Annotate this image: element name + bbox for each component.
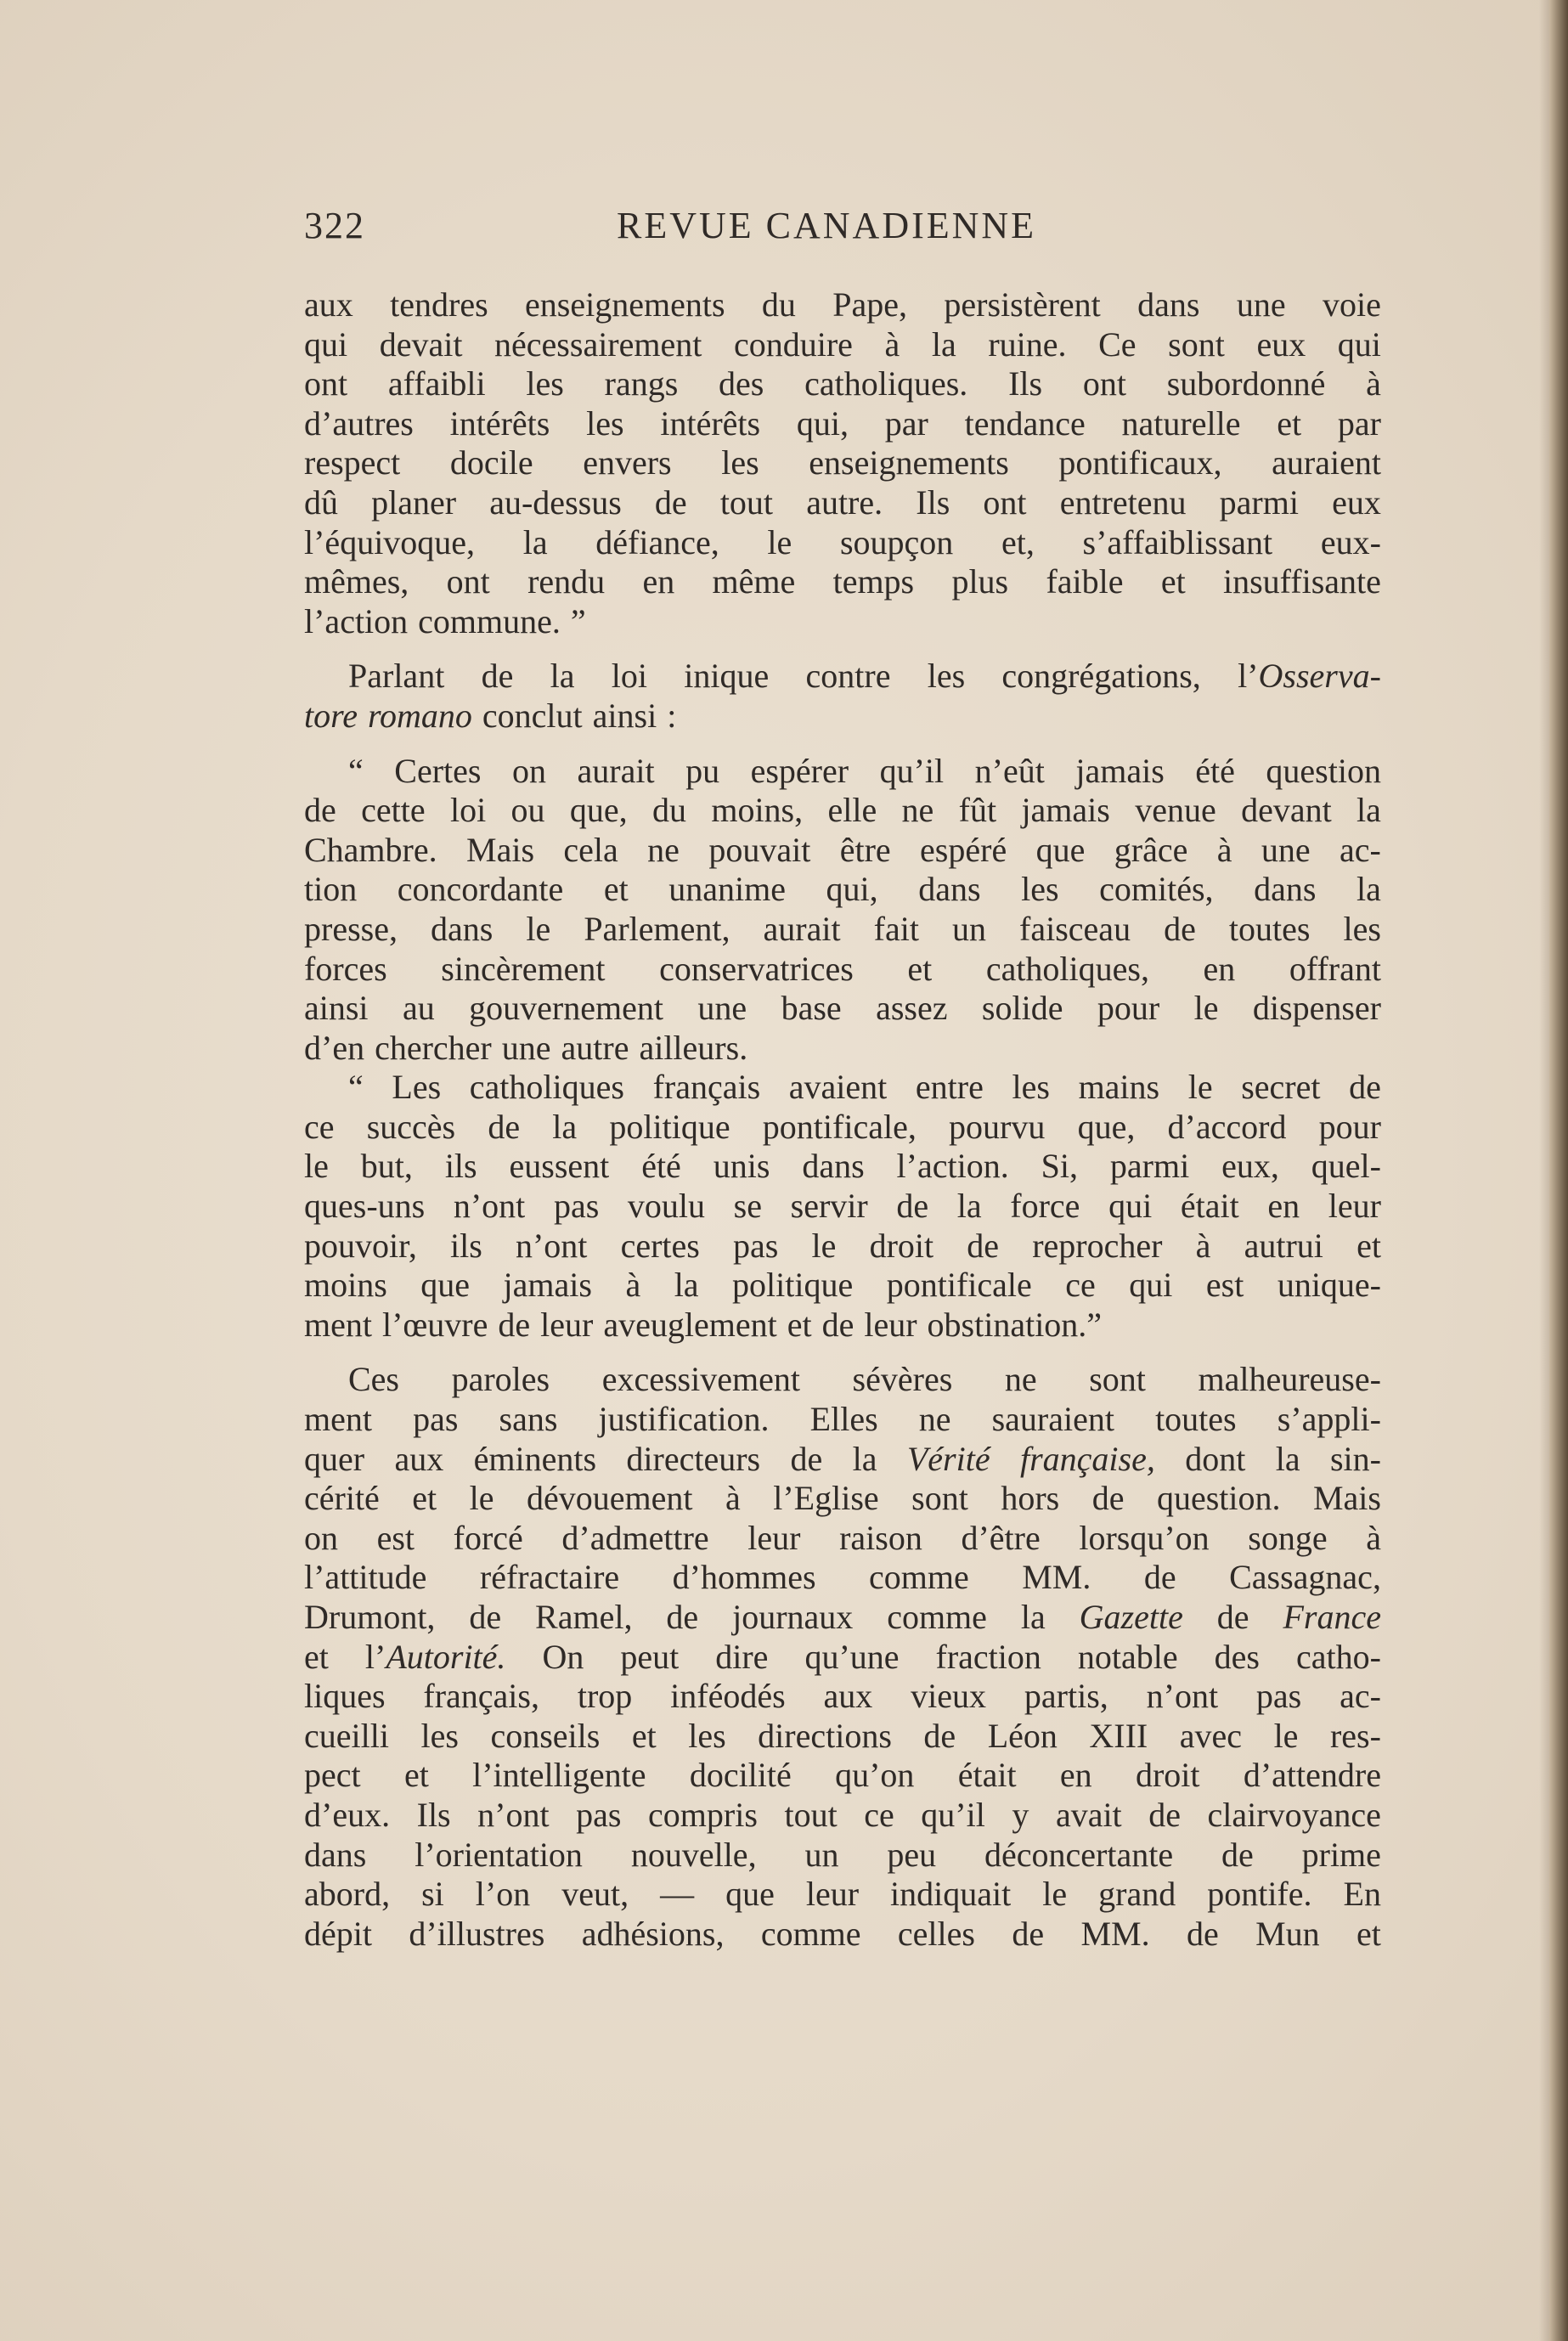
text-line: aux tendres enseignements du Pape, persistèrent dans une voie xyxy=(304,285,1381,324)
text-line: l’équivoque, la défiance, le soupçon et, s’affaiblissant eux- xyxy=(304,522,1381,561)
text-line: et l’Autorité. On peut dire qu’une fraction notable des catho- xyxy=(304,1637,1381,1676)
text-line: on est forcé d’admettre leur raison d’être lorsqu’on songe à xyxy=(304,1518,1381,1557)
page-gutter-shadow xyxy=(1539,0,1549,2341)
text-line: ment l’œuvre de leur aveuglement et de leur obstination.” xyxy=(304,1305,1103,1344)
text-line: qui devait nécessairement conduire à la ruine. Ce sont eux qui xyxy=(304,324,1381,364)
text-line: pect et l’intelligente docilité qu’on était en droit d’attendre xyxy=(304,1756,1381,1795)
text-line: Ces paroles excessivement sévères ne sont malheureuse- xyxy=(348,1360,1381,1399)
text-line: liques français, trop inféodés aux vieux partis, n’ont pas ac- xyxy=(304,1677,1381,1716)
text-line: “ Les catholiques français avaient entre les mains le secret de xyxy=(348,1068,1381,1107)
text-line: ce succès de la politique pontificale, pourvu que, d’accord pour xyxy=(304,1107,1381,1146)
text-line: dans l’orientation nouvelle, un peu déconcertante de prime xyxy=(304,1835,1381,1874)
text-line: d’en chercher une autre ailleurs. xyxy=(304,1028,748,1067)
text-line: “ Certes on aurait pu espérer qu’il n’eût jamais été question xyxy=(348,751,1381,790)
text-line: tore romano conclut ainsi : xyxy=(304,696,677,735)
text-line: ques-uns n’ont pas voulu se servir de la force qui était en leur xyxy=(304,1187,1381,1226)
text-line: dû planer au-dessus de tout autre. Ils ont entretenu parmi eux xyxy=(304,482,1381,522)
text-line: moins que jamais à la politique pontificale ce qui est unique- xyxy=(304,1266,1381,1305)
text-line: le but, ils eussent été unis dans l’action. Si, parmi eux, quel- xyxy=(304,1147,1381,1186)
text-line: cérité et le dévouement à l’Eglise sont hors de question. Mais xyxy=(304,1479,1381,1518)
text-line: abord, si l’on veut, — que leur indiquait le grand pontife. En xyxy=(304,1875,1381,1914)
text-line: ont affaibli les rangs des catholiques. Ils ont subordonné à xyxy=(304,364,1381,403)
text-line: de cette loi ou que, du moins, elle ne fût jamais venue devant la xyxy=(304,791,1381,830)
paragraph-gap xyxy=(304,736,1381,752)
text-line: d’autres intérêts les intérêts qui, par tendance naturelle et par xyxy=(304,403,1381,443)
text-line: cueilli les conseils et les directions de Léon XIII avec le res- xyxy=(304,1716,1381,1755)
paragraph-gap xyxy=(304,1345,1381,1360)
text-line: forces sincèrement conservatrices et catholiques, en offrant xyxy=(304,949,1381,988)
book-spine-edge xyxy=(1549,0,1568,2341)
text-line: l’attitude réfractaire d’hommes comme MM. de Cassagnac, xyxy=(304,1558,1381,1597)
text-line: respect docile envers les enseignements pontificaux, auraient xyxy=(304,443,1381,482)
text-line: Parlant de la loi inique contre les congrégations, l’Osserva- xyxy=(348,657,1381,696)
text-line: ainsi au gouvernement une base assez solide pour le dispenser xyxy=(304,989,1381,1028)
text-line: ment pas sans justification. Elles ne sauraient toutes s’appli- xyxy=(304,1400,1381,1439)
text-line: pouvoir, ils n’ont certes pas le droit de reprocher à autrui et xyxy=(304,1226,1381,1265)
running-title: REVUE CANADIENNE xyxy=(617,205,1037,246)
text-line: mêmes, ont rendu en même temps plus faible et insuffisante xyxy=(304,562,1381,601)
text-line: Drumont, de Ramel, de journaux comme la Gazette de France xyxy=(304,1598,1381,1636)
running-header xyxy=(304,204,1391,255)
text-line: Chambre. Mais cela ne pouvait être espéré que grâce à une ac- xyxy=(304,830,1381,869)
body-text xyxy=(304,285,1381,1954)
paragraph-gap xyxy=(304,641,1381,657)
text-line: quer aux éminents directeurs de la Vérité française, dont la sin- xyxy=(304,1439,1381,1478)
text-line: l’action commune. ” xyxy=(304,601,586,640)
text-line: d’eux. Ils n’ont pas compris tout ce qu’il y avait de clairvoyance xyxy=(304,1795,1381,1834)
text-line: presse, dans le Parlement, aurait fait un faisceau de toutes les xyxy=(304,909,1381,948)
text-line: tion concordante et unanime qui, dans les comités, dans la xyxy=(304,870,1381,909)
page-number: 322 xyxy=(304,205,365,246)
text-line: dépit d’illustres adhésions, comme celles de MM. de Mun et xyxy=(304,1914,1381,1953)
